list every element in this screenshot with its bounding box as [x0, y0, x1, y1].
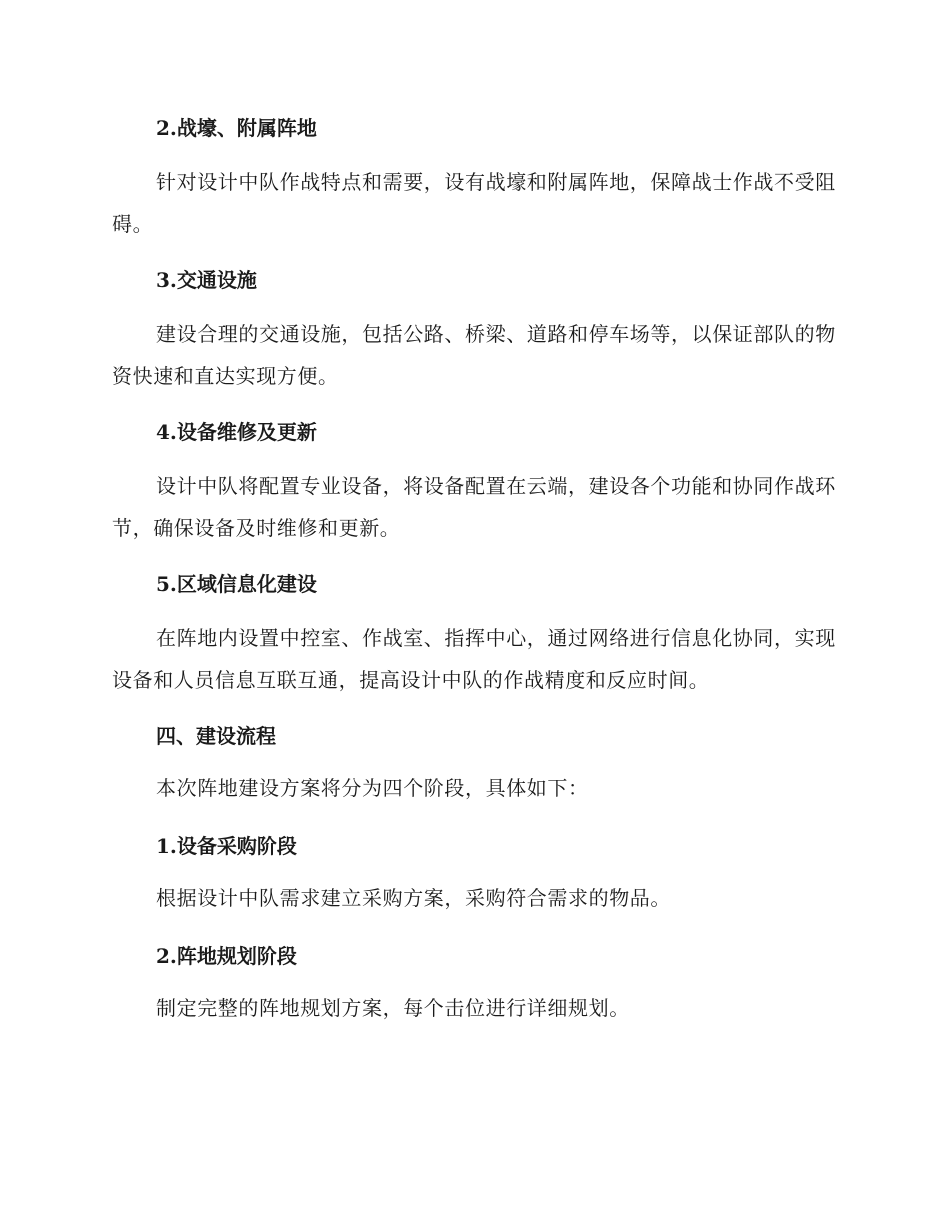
paragraph-trenches: 针对设计中队作战特点和需要，设有战壕和附属阵地，保障战士作战不受阻碍。: [112, 170, 836, 236]
section-heading-planning: 2.阵地规划阶段: [156, 944, 297, 968]
paragraph-transport: 建设合理的交通设施，包括公路、桥梁、道路和停车场等，以保证部队的物资快速和直达实现方便。: [112, 322, 836, 388]
section-heading-maintenance: 4.设备维修及更新: [156, 420, 317, 444]
paragraph-planning: 制定完整的阵地规划方案，每个击位进行详细规划。: [156, 996, 630, 1020]
paragraph-maintenance: 设计中队将配置专业设备，将设备配置在云端，建设各个功能和协同作战环节，确保设备及时维修和更新。: [112, 474, 836, 540]
paragraph-procurement: 根据设计中队需求建立采购方案，采购符合需求的物品。: [156, 886, 671, 910]
section-heading-transport: 3.交通设施: [156, 268, 257, 292]
section-heading-informatization: 5.区域信息化建设: [156, 572, 317, 596]
paragraph-informatization: 在阵地内设置中控室、作战室、指挥中心，通过网络进行信息化协同，实现设备和人员信息互联互通，提高设计中队的作战精度和反应时间。: [112, 626, 836, 692]
section-heading-trenches: 2.战壕、附属阵地: [156, 116, 317, 140]
paragraph-process-intro: 本次阵地建设方案将分为四个阶段，具体如下：: [156, 776, 589, 800]
section-heading-procurement: 1.设备采购阶段: [156, 834, 297, 858]
chapter-heading-process: 四、建设流程: [156, 724, 276, 748]
